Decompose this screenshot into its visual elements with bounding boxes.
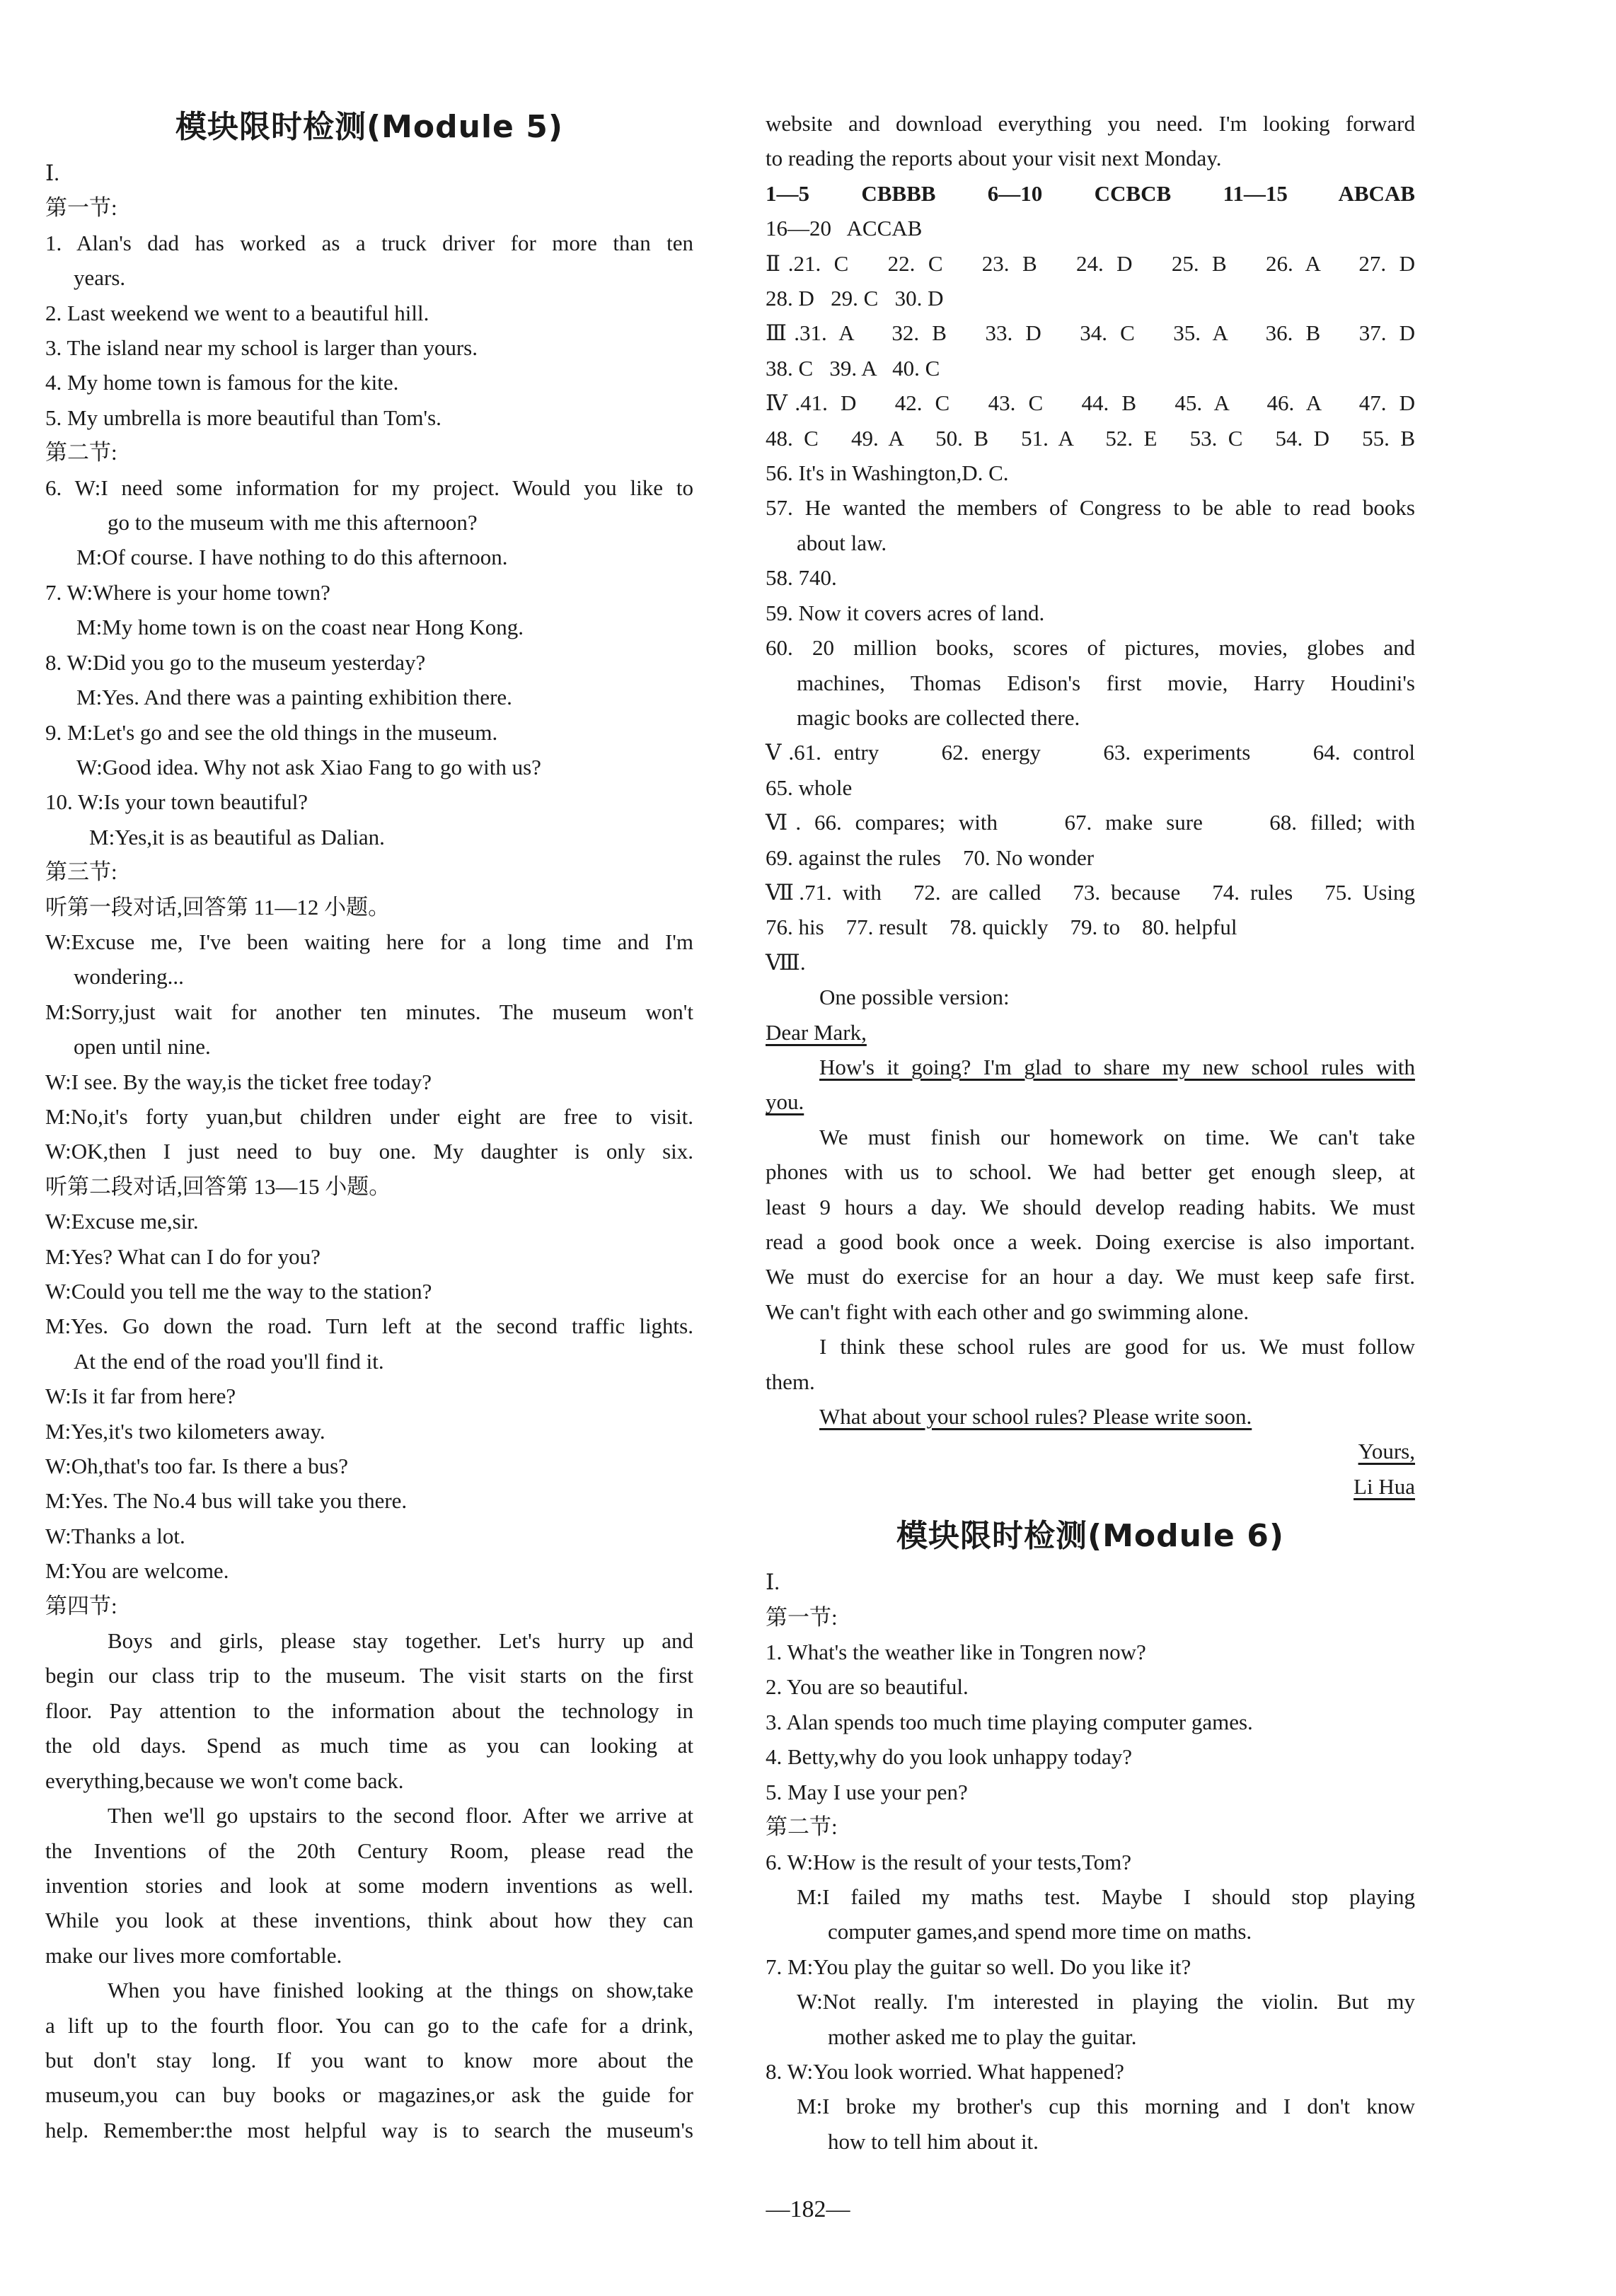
text-line — [45, 435, 693, 470]
text-line — [766, 1259, 1415, 1294]
text-line — [45, 820, 693, 854]
text-line — [45, 1623, 693, 1658]
text-line — [766, 945, 1415, 980]
text-line — [766, 805, 1415, 840]
line-text: We must do exercise for an hour a day. We must keep safe first. — [766, 1264, 1415, 1289]
line-text: 7. M:You play the guitar so well. Do you like it? — [766, 1954, 1191, 1979]
line-text: W:Excuse me,sir. — [45, 1209, 199, 1234]
text-line — [45, 1239, 693, 1274]
line-text: W:I see. By the way,is the ticket free today? — [45, 1069, 432, 1094]
line-text: Ⅷ. — [766, 949, 806, 975]
line-text: years. — [74, 265, 126, 291]
line-text: 28. D 29. C 30. D — [766, 286, 944, 311]
line-text: 7. W:Where is your home town? — [45, 579, 330, 605]
line-text: Ⅳ.41. D 42. C 43. C 44. B 45. A 46. A 47. D — [766, 390, 1415, 416]
text-line — [766, 910, 1415, 944]
line-text: 2. Last weekend we went to a beautiful hill. — [45, 300, 429, 325]
line-text: W:Not really. I'm interested in playing the violin. But my — [797, 1989, 1415, 2014]
line-text: Ⅲ.31. A 32. B 33. D 34. C 35. A 36. B 37. D — [766, 320, 1415, 346]
line-text: Li Hua — [1354, 1473, 1415, 1499]
text-line — [45, 2113, 693, 2147]
text-line — [766, 1984, 1415, 2019]
line-text: W:Oh,that's too far. Is there a bus? — [45, 1454, 348, 1479]
text-line — [766, 456, 1415, 490]
line-text: you. — [766, 1089, 804, 1115]
text-line — [766, 2089, 1415, 2123]
text-line — [766, 1084, 1415, 1119]
line-text: 6. W:I need some information for my project. Would you like to — [45, 475, 693, 500]
line-text: M:I failed my maths test. Maybe I should stop playing — [797, 1884, 1415, 1909]
line-text: make our lives more comfortable. — [45, 1942, 342, 1968]
text-line — [45, 715, 693, 750]
line-text: M:My home town is on the coast near Hong Kong. — [76, 615, 524, 640]
line-text: computer games,and spend more time on maths. — [828, 1919, 1252, 1944]
text-line — [766, 875, 1415, 910]
line-text: M:Yes. The No.4 bus will take you there. — [45, 1488, 408, 1514]
line-text: 第一节: — [45, 195, 117, 221]
line-text: 8. W:Did you go to the museum yesterday? — [45, 649, 426, 675]
line-text: wondering... — [74, 964, 184, 990]
text-line — [45, 1519, 693, 1553]
text-line — [766, 630, 1415, 665]
text-line — [45, 1868, 693, 1903]
line-text: 76. his 77. result 78. quickly 79. to 80. helpful — [766, 915, 1237, 940]
text-line — [45, 156, 693, 190]
line-text: W:Could you tell me the way to the station? — [45, 1279, 432, 1304]
text-line — [45, 645, 693, 680]
text-line — [45, 260, 693, 295]
line-text: M:I broke my brother's cup this morning and I don't know — [797, 2094, 1415, 2119]
line-text: 8. W:You look worried. What happened? — [766, 2058, 1124, 2084]
text-line — [766, 1635, 1415, 1669]
text-line — [766, 176, 1415, 211]
page-number: —182— — [766, 2196, 850, 2222]
line-text: help. Remember:the most helpful way is to search the museum's — [45, 2117, 693, 2143]
line-text: machines, Thomas Edison's first movie, Harry Houdini's — [797, 670, 1415, 695]
line-text: W:Thanks a lot. — [45, 1523, 185, 1548]
text-line — [766, 1669, 1415, 1704]
line-text: 4. My home town is famous for the kite. — [45, 370, 399, 395]
line-text: 10. W:Is your town beautiful? — [45, 789, 308, 815]
line-text: 38. C 39. A 40. C — [766, 355, 940, 381]
text-line — [766, 770, 1415, 805]
text-line — [766, 1224, 1415, 1259]
line-text: Ⅶ.71. with 72. are called 73. because 74. rules 75. Using — [766, 879, 1415, 905]
line-text: M:Of course. I have nothing to do this afternoon. — [76, 545, 508, 570]
line-text: W:OK,then I just need to buy one. My daughter is only six. — [45, 1139, 693, 1164]
text-line — [766, 281, 1415, 315]
text-line — [45, 505, 693, 540]
text-line — [766, 1739, 1415, 1774]
line-text: W:Is it far from here? — [45, 1384, 236, 1409]
text-line — [766, 700, 1415, 735]
text-line — [45, 1204, 693, 1239]
line-text: 56. It's in Washington,D. C. — [766, 460, 1009, 486]
line-text: 第二节: — [766, 1814, 838, 1840]
text-line — [45, 1728, 693, 1763]
text-line — [45, 1309, 693, 1343]
line-text: 3. The island near my school is larger than yours. — [45, 335, 478, 361]
text-line — [766, 1600, 1415, 1635]
text-line — [45, 1798, 693, 1833]
line-text: magic books are collected there. — [797, 705, 1080, 730]
text-line — [766, 1949, 1415, 1984]
text-line — [45, 2008, 693, 2043]
text-line — [45, 330, 693, 365]
text-line — [45, 1169, 693, 1204]
line-text: M:Yes,it's two kilometers away. — [45, 1418, 325, 1444]
section-heading: 模块限时检测(Module 5) — [175, 109, 563, 145]
line-text: Yours, — [1358, 1439, 1415, 1464]
text-line — [766, 1015, 1415, 1050]
line-text: 5. My umbrella is more beautiful than Tom's. — [45, 405, 441, 430]
text-line — [45, 1973, 693, 2007]
line-text: I think these school rules are good for us. We must follow — [819, 1334, 1415, 1359]
line-text: Ⅵ. 66. compares; with 67. make sure 68. filled; with — [766, 810, 1415, 835]
line-text: At the end of the road you'll find it. — [74, 1348, 384, 1374]
text-line — [45, 190, 693, 225]
text-line — [766, 560, 1415, 595]
text-line — [45, 924, 693, 959]
text-line — [45, 1449, 693, 1483]
line-text: W:Excuse me, I've been waiting here for a long time and I'm — [45, 929, 693, 954]
line-text: 1—5 CBBBB 6—10 CCBCB 11—15 ABCAB — [766, 180, 1415, 206]
text-line — [766, 1190, 1415, 1224]
text-line — [45, 470, 693, 505]
line-text: the Inventions of the 20th Century Room, please read the — [45, 1838, 693, 1863]
text-line — [45, 1589, 693, 1623]
text-line — [45, 1903, 693, 1937]
line-text: M:Yes. And there was a painting exhibition there. — [76, 685, 512, 710]
line-text: Boys and girls, please stay together. Let's hurry up and — [108, 1628, 693, 1654]
line-text: 9. M:Let's go and see the old things in the museum. — [45, 719, 498, 745]
text-line — [766, 1775, 1415, 1809]
text-line — [766, 980, 1415, 1014]
text-line — [766, 1399, 1415, 1434]
line-text: 2. You are so beautiful. — [766, 1674, 969, 1700]
text-line — [45, 226, 693, 260]
text-line — [766, 421, 1415, 456]
text-line — [45, 1693, 693, 1728]
line-text: M:Yes? What can I do for you? — [45, 1243, 321, 1269]
text-line — [45, 890, 693, 924]
line-text: We can't fight with each other and go swimming alone. — [766, 1299, 1249, 1324]
line-text: phones with us to school. We had better get enough sleep, at — [766, 1159, 1415, 1185]
text-line — [766, 1809, 1415, 1844]
text-line — [45, 2043, 693, 2077]
line-text: floor. Pay attention to the information about the technology in — [45, 1698, 693, 1723]
text-line — [45, 750, 693, 784]
text-line — [766, 106, 1415, 141]
text-line — [766, 211, 1415, 245]
text-line — [766, 1120, 1415, 1154]
text-line — [766, 666, 1415, 700]
line-text: a lift up to the fourth floor. You can go to the cafe for a drink, — [45, 2012, 693, 2038]
line-text: We must finish our homework on time. We can't take — [819, 1124, 1415, 1149]
text-line — [45, 1763, 693, 1798]
line-text: about law. — [797, 530, 887, 555]
text-line — [766, 490, 1415, 525]
line-text: 4. Betty,why do you look unhappy today? — [766, 1744, 1133, 1770]
line-text: 第四节: — [45, 1593, 117, 1618]
text-line — [45, 1658, 693, 1693]
text-line — [45, 1553, 693, 1588]
text-line — [45, 1065, 693, 1099]
line-text: 第三节: — [45, 859, 117, 885]
text-line — [766, 735, 1415, 770]
text-line — [766, 2124, 1415, 2159]
text-line — [766, 351, 1415, 385]
line-text: least 9 hours a day. We should develop reading habits. We must — [766, 1194, 1415, 1219]
text-line — [45, 1379, 693, 1413]
line-text: 57. He wanted the members of Congress to be able to read books — [766, 495, 1415, 521]
line-text: Dear Mark, — [766, 1019, 867, 1045]
line-text: 1. Alan's dad has worked as a truck driver for more than ten — [45, 230, 693, 255]
text-line — [766, 526, 1415, 560]
line-text: M:Sorry,just wait for another ten minutes. The museum won't — [45, 999, 693, 1024]
line-text: M:Yes. Go down the road. Turn left at the second traffic lights. — [45, 1314, 693, 1339]
line-text: 1. What's the weather like in Tongren now? — [766, 1640, 1146, 1665]
line-text: When you have finished looking at the things on show,take — [108, 1978, 693, 2003]
text-line — [45, 680, 693, 714]
line-text: 65. whole — [766, 775, 853, 800]
left-column — [45, 106, 693, 2147]
text-line — [45, 1099, 693, 1134]
text-line — [45, 400, 693, 435]
line-text: M:Yes,it is as beautiful as Dalian. — [89, 824, 385, 850]
line-text: website and download everything you need. I'm looking forward — [766, 111, 1415, 136]
line-text: the old days. Spend as much time as you can looking at — [45, 1733, 693, 1758]
line-text: Ⅰ. — [766, 1570, 780, 1595]
line-text: M:No,it's forty yuan,but children under eight are free to visit. — [45, 1103, 693, 1129]
text-line — [45, 1938, 693, 1973]
line-text: 6. W:How is the result of your tests,Tom? — [766, 1849, 1132, 1874]
text-line — [766, 1329, 1415, 1364]
line-text: What about your school rules? Please write soon. — [819, 1404, 1252, 1430]
line-text: 听第一段对话,回答第 11—12 小题。 — [45, 894, 391, 920]
line-text: mother asked me to play the guitar. — [828, 2024, 1137, 2049]
line-text: 48. C 49. A 50. B 51. A 52. E 53. C 54. D 55. B — [766, 425, 1415, 451]
line-text: 3. Alan spends too much time playing computer games. — [766, 1709, 1253, 1734]
line-text: Then we'll go upstairs to the second floor. After we arrive at — [108, 1803, 693, 1828]
text-line — [45, 610, 693, 644]
line-text: M:You are welcome. — [45, 1558, 229, 1584]
text-line — [766, 246, 1415, 281]
text-line — [45, 2077, 693, 2112]
text-line — [766, 2054, 1415, 2089]
text-line — [45, 1029, 693, 1064]
line-text: read a good book once a week. Doing exercise is also important. — [766, 1229, 1415, 1254]
text-line — [766, 1364, 1415, 1399]
text-line — [45, 784, 693, 819]
line-text: 第二节: — [45, 440, 117, 465]
text-line — [45, 1344, 693, 1379]
text-line — [766, 1879, 1415, 1914]
line-text: go to the museum with me this afternoon? — [108, 510, 478, 535]
text-line — [766, 1294, 1415, 1329]
line-text: 60. 20 million books, scores of pictures, movies, globes and — [766, 635, 1415, 661]
text-line — [766, 1469, 1415, 1504]
text-line — [45, 995, 693, 1029]
text-line — [45, 365, 693, 400]
text-line — [766, 596, 1415, 630]
text-line — [766, 1154, 1415, 1189]
line-text: Ⅱ.21. C 22. C 23. B 24. D 25. B 26. A 27. D — [766, 250, 1415, 276]
text-line — [45, 1833, 693, 1868]
line-text: How's it going? I'm glad to share my new school rules with — [819, 1054, 1415, 1079]
line-text: 5. May I use your pen? — [766, 1779, 968, 1804]
line-text: open until nine. — [74, 1034, 211, 1060]
line-text: W:Good idea. Why not ask Xiao Fang to go with us? — [76, 754, 541, 779]
text-line — [45, 1134, 693, 1169]
text-line — [45, 1274, 693, 1309]
text-line — [45, 854, 693, 889]
line-text: how to tell him about it. — [828, 2128, 1039, 2154]
text-line — [766, 1914, 1415, 1949]
text-line — [45, 540, 693, 574]
line-text: 69. against the rules 70. No wonder — [766, 845, 1095, 870]
text-line — [45, 959, 693, 994]
text-line — [766, 315, 1415, 350]
text-line — [45, 1414, 693, 1449]
text-line — [766, 1845, 1415, 1879]
text-line — [766, 1565, 1415, 1599]
line-text: 16—20 ACCAB — [766, 216, 923, 241]
line-text: 听第二段对话,回答第 13—15 小题。 — [45, 1173, 391, 1199]
line-text: Ⅴ.61. entry 62. energy 63. experiments 64. control — [766, 740, 1415, 765]
text-line — [766, 1434, 1415, 1468]
right-column — [766, 106, 1415, 2159]
line-text: everything,because we won't come back. — [45, 1768, 404, 1793]
line-text: them. — [766, 1369, 815, 1394]
line-text: 59. Now it covers acres of land. — [766, 600, 1045, 625]
line-text: to reading the reports about your visit next Monday. — [766, 146, 1222, 171]
text-line — [766, 385, 1415, 420]
text-line — [766, 1705, 1415, 1739]
text-line — [766, 141, 1415, 175]
line-text: One possible version: — [819, 985, 1010, 1010]
line-text: begin our class trip to the museum. The visit starts on the first — [45, 1663, 693, 1688]
text-line — [766, 1050, 1415, 1084]
line-text: Ⅰ. — [45, 161, 59, 185]
section-heading: 模块限时检测(Module 6) — [896, 1518, 1284, 1555]
line-text: invention stories and look at some modern inventions as well. — [45, 1872, 693, 1898]
line-text: museum,you can buy books or magazines,or ask the guide for — [45, 2082, 693, 2108]
line-text: 第一节: — [766, 1604, 838, 1630]
line-text: but don't stay long. If you want to know more about the — [45, 2047, 693, 2072]
text-line — [45, 1483, 693, 1518]
line-text: 58. 740. — [766, 565, 837, 591]
text-line — [766, 840, 1415, 875]
text-line — [766, 2019, 1415, 2054]
text-line — [45, 575, 693, 610]
text-line — [45, 296, 693, 330]
line-text: While you look at these inventions, think about how they can — [45, 1908, 693, 1933]
